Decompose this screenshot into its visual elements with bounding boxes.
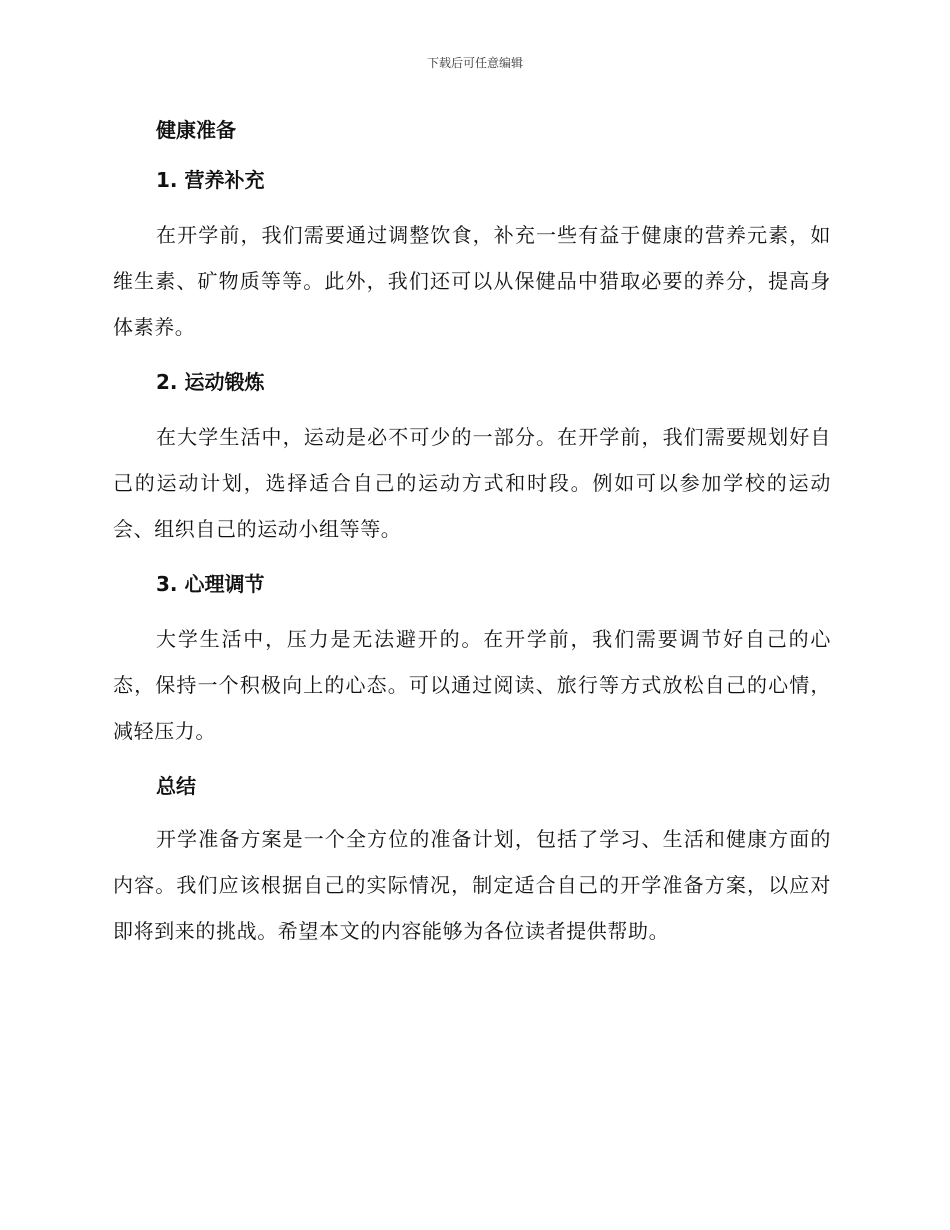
paragraph-psychology: 大学生活中，压力是无法避开的。在开学前，我们需要调节好自己的心态，保持一个积极向上的心态。可以通过阅读、旅行等方式放松自己的心情，减轻压力。: [113, 627, 831, 743]
heading-nutrition: 1. 营养补充: [156, 168, 265, 192]
paragraph-exercise: 在大学生活中，运动是必不可少的一部分。在开学前，我们需要规划好自己的运动计划，选择适合自己的运动方式和时段。例如可以参加学校的运动会、组织自己的运动小组等等。: [113, 425, 831, 541]
heading-summary: 总结: [156, 774, 196, 798]
heading-exercise: 2. 运动锻炼: [156, 370, 265, 394]
paragraph-nutrition: 在开学前，我们需要通过调整饮食，补充一些有益于健康的营养元素，如维生素、矿物质等等。此外，我们还可以从保健品中猎取必要的养分，提高身体素养。: [113, 223, 831, 339]
section-title-health: 健康准备: [156, 118, 236, 142]
document-body: [113, 110, 831, 954]
page-header: 下载后可任意编辑: [426, 56, 523, 70]
paragraph-summary: 开学准备方案是一个全方位的准备计划，包括了学习、生活和健康方面的内容。我们应该根据自己的实际情况，制定适合自己的开学准备方案，以应对即将到来的挑战。希望本文的内容能够为各位读者提供帮助。: [113, 827, 831, 943]
heading-psychology: 3. 心理调节: [156, 572, 265, 596]
